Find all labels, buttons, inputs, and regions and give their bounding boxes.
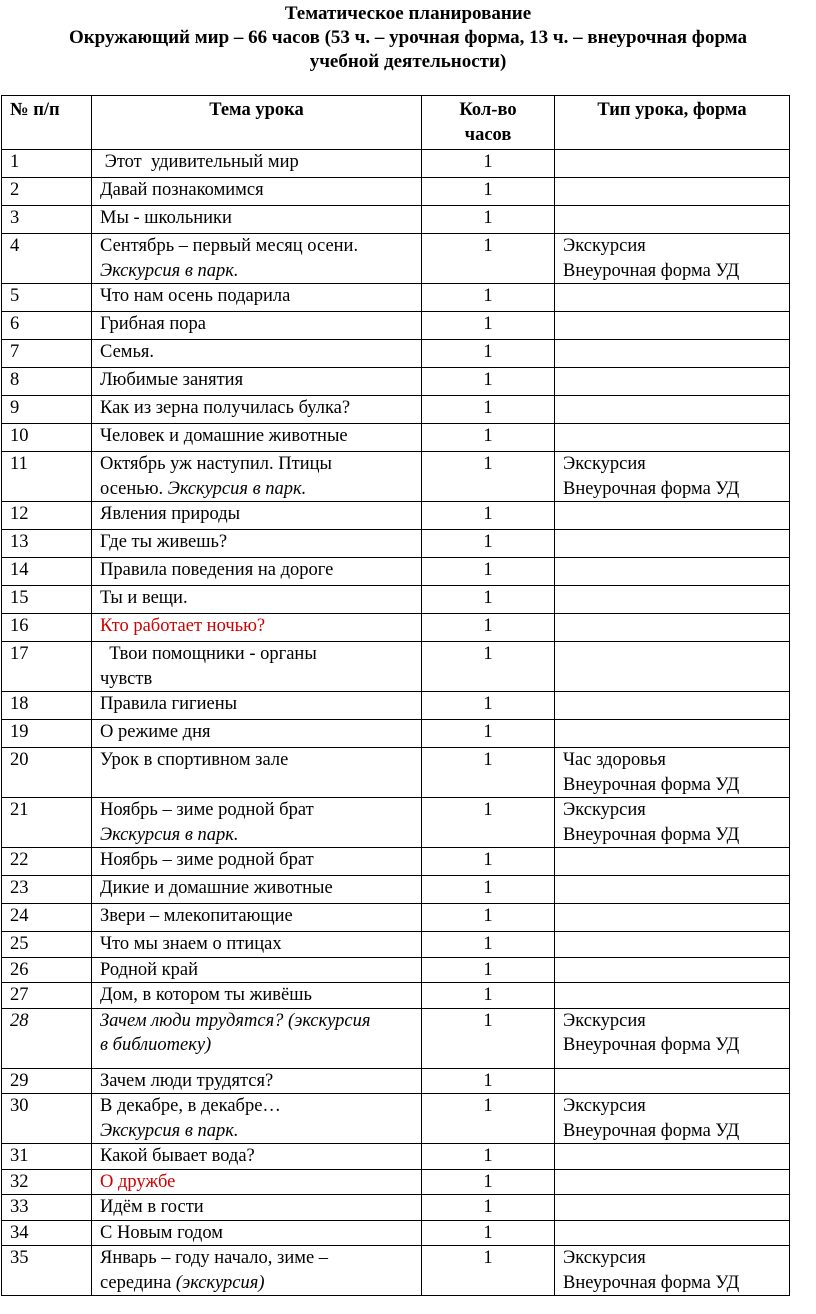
- row-topic: [92, 848, 422, 876]
- header-type: Тип урока, форма: [555, 96, 790, 150]
- row-hours: 1: [422, 848, 555, 876]
- topic-text: Дикие и домашние животные: [100, 878, 333, 898]
- row-hours: 1: [422, 368, 555, 396]
- topic-text: Явления природы: [100, 504, 241, 524]
- row-type: [555, 312, 790, 340]
- row-hours: 1: [422, 692, 555, 720]
- topic-text: О режиме дня: [100, 722, 211, 742]
- row-type: [555, 876, 790, 904]
- row-topic: [92, 1144, 422, 1170]
- row-number: 13: [2, 530, 92, 558]
- type-line2: Внеурочная форма УД: [563, 260, 740, 281]
- topic-text: Ноябрь – зиме родной брат: [100, 800, 314, 820]
- header-hours-line1: Кол-во: [459, 100, 517, 120]
- title-line-3: учебной деятельности): [309, 51, 507, 72]
- row-topic: [92, 558, 422, 586]
- topic-italic: Зачем люди трудятся? (экскурсия: [100, 1010, 371, 1031]
- table-row: [2, 1169, 790, 1195]
- row-number: 31: [2, 1144, 92, 1170]
- row-hours: 1: [422, 876, 555, 904]
- row-type: [555, 530, 790, 558]
- table-row: [2, 284, 790, 312]
- row-hours: 1: [422, 1094, 555, 1144]
- row-number: 27: [2, 983, 92, 1009]
- row-type: [555, 424, 790, 452]
- row-type: [555, 932, 790, 958]
- row-hours: 1: [422, 502, 555, 530]
- table-row: [2, 178, 790, 206]
- table-row: [2, 586, 790, 614]
- row-hours: 1: [422, 932, 555, 958]
- table-row: [2, 876, 790, 904]
- row-topic: [92, 150, 422, 178]
- row-topic: [92, 957, 422, 983]
- table-row: [2, 530, 790, 558]
- row-topic: [92, 340, 422, 368]
- topic-prefix: осенью.: [100, 478, 168, 499]
- row-topic: [92, 876, 422, 904]
- row-number: 17: [2, 642, 92, 692]
- row-topic: [92, 932, 422, 958]
- row-type: [555, 748, 790, 798]
- type-line1: Час здоровья: [563, 750, 666, 770]
- row-number: 10: [2, 424, 92, 452]
- table-row: [2, 1195, 790, 1221]
- topic-text: Правила гигиены: [100, 694, 238, 714]
- table-row: [2, 558, 790, 586]
- table-row: [2, 932, 790, 958]
- row-hours: 1: [422, 1169, 555, 1195]
- row-topic: [92, 904, 422, 932]
- title-line-1: Тематическое планирование: [284, 3, 532, 24]
- header-topic: Тема урока: [92, 96, 422, 150]
- row-type: [555, 1195, 790, 1221]
- row-number: 24: [2, 904, 92, 932]
- topic-text: С Новым годом: [100, 1222, 223, 1243]
- row-topic: [92, 284, 422, 312]
- type-line1: Экскурсия: [563, 236, 646, 256]
- topic-text: В декабре, в декабре…: [100, 1096, 281, 1116]
- table-row: [2, 368, 790, 396]
- row-type: [555, 396, 790, 424]
- row-number: 12: [2, 502, 92, 530]
- row-topic: [92, 530, 422, 558]
- row-type: [555, 178, 790, 206]
- row-hours: 1: [422, 312, 555, 340]
- row-number: 25: [2, 932, 92, 958]
- type-line2: Внеурочная форма УД: [563, 1035, 740, 1055]
- row-number: 7: [2, 340, 92, 368]
- row-number: 16: [2, 614, 92, 642]
- row-number: 9: [2, 396, 92, 424]
- table-row: [2, 424, 790, 452]
- lesson-plan-table: [1, 95, 790, 1296]
- row-type: [555, 798, 790, 848]
- row-topic: [92, 1094, 422, 1144]
- row-type: [555, 150, 790, 178]
- topic-italic: Экскурсия в парк.: [100, 260, 239, 281]
- topic-italic-line2: в библиотеку): [100, 1035, 212, 1055]
- row-topic: [92, 1195, 422, 1221]
- row-number: 22: [2, 848, 92, 876]
- row-hours: 1: [422, 1068, 555, 1094]
- topic-text: Что нам осень подарила: [100, 286, 291, 306]
- row-topic: [92, 1068, 422, 1094]
- topic-text: Сентябрь – первый месяц осени.: [100, 236, 359, 256]
- row-topic: [92, 502, 422, 530]
- row-topic: [92, 1246, 422, 1296]
- table-row: [2, 983, 790, 1009]
- row-number: 2: [2, 178, 92, 206]
- topic-text: Январь – году начало, зиме –: [100, 1248, 329, 1268]
- table-row: [2, 396, 790, 424]
- row-type: [555, 284, 790, 312]
- row-number: 18: [2, 692, 92, 720]
- type-line2: Внеурочная форма УД: [563, 774, 740, 795]
- row-hours: 1: [422, 748, 555, 798]
- row-number: 14: [2, 558, 92, 586]
- topic-text: Человек и домашние животные: [100, 426, 348, 446]
- type-line2: Внеурочная форма УД: [563, 1120, 740, 1141]
- row-type: [555, 1068, 790, 1094]
- table-row: [2, 798, 790, 848]
- row-hours: 1: [422, 904, 555, 932]
- topic-text: Ты и вещи.: [100, 588, 188, 608]
- row-type: [555, 1169, 790, 1195]
- type-line2: Внеурочная форма УД: [563, 824, 740, 845]
- topic-text: Этот удивительный мир: [100, 152, 299, 172]
- row-type: [555, 614, 790, 642]
- row-type: [555, 1008, 790, 1068]
- topic-text: Какой бывает вода?: [100, 1146, 255, 1166]
- row-type: [555, 368, 790, 396]
- row-hours: 1: [422, 586, 555, 614]
- row-type: [555, 983, 790, 1009]
- row-hours: 1: [422, 1008, 555, 1068]
- row-topic: [92, 206, 422, 234]
- row-type: [555, 206, 790, 234]
- table-body: [2, 150, 790, 1296]
- topic-italic: Экскурсия в парк.: [100, 824, 239, 845]
- topic-text: Мы - школьники: [100, 208, 232, 228]
- type-line2: Внеурочная форма УД: [563, 478, 740, 499]
- row-type: [555, 234, 790, 284]
- topic-text: Семья.: [100, 342, 155, 362]
- row-hours: 1: [422, 957, 555, 983]
- table-row: [2, 957, 790, 983]
- topic-italic: (экскурсия): [175, 1272, 265, 1293]
- title-line-2: Окружающий мир – 66 часов (53 ч. – урочная форма, 13 ч. – внеурочная форма: [68, 27, 748, 48]
- header-num: № п/п: [2, 96, 92, 150]
- topic-italic: Экскурсия в парк.: [100, 1120, 239, 1141]
- row-topic: [92, 1169, 422, 1195]
- row-number: 29: [2, 1068, 92, 1094]
- row-type: [555, 340, 790, 368]
- topic-text: Ноябрь – зиме родной брат: [100, 850, 314, 870]
- row-number: 34: [2, 1220, 92, 1246]
- row-hours: 1: [422, 150, 555, 178]
- type-line1: Экскурсия: [563, 454, 646, 474]
- row-number: 21: [2, 798, 92, 848]
- table-row: [2, 1068, 790, 1094]
- row-topic: [92, 234, 422, 284]
- topic-text: Зачем люди трудятся?: [100, 1070, 274, 1091]
- table-row: [2, 1246, 790, 1296]
- topic-text-line2: чувств: [100, 668, 153, 689]
- topic-text: Родной край: [100, 959, 198, 980]
- row-topic: [92, 614, 422, 642]
- row-number: 8: [2, 368, 92, 396]
- row-hours: 1: [422, 1195, 555, 1221]
- row-hours: 1: [422, 396, 555, 424]
- table-row: [2, 1220, 790, 1246]
- table-row: [2, 452, 790, 502]
- row-hours: 1: [422, 424, 555, 452]
- table-row: [2, 848, 790, 876]
- row-number: 32: [2, 1169, 92, 1195]
- row-hours: 1: [422, 1246, 555, 1296]
- document-title: [0, 2, 816, 74]
- type-line1: Экскурсия: [563, 800, 646, 820]
- row-hours: 1: [422, 558, 555, 586]
- table-row: [2, 206, 790, 234]
- row-hours: 1: [422, 720, 555, 748]
- header-hours-line2: часов: [464, 124, 512, 145]
- row-number: 4: [2, 234, 92, 284]
- row-topic: [92, 424, 422, 452]
- topic-text: Урок в спортивном зале: [100, 750, 289, 770]
- row-hours: 1: [422, 452, 555, 502]
- row-topic: [92, 642, 422, 692]
- table-row: [2, 904, 790, 932]
- topic-text: О дружбе: [100, 1171, 176, 1192]
- row-number: 30: [2, 1094, 92, 1144]
- row-hours: 1: [422, 530, 555, 558]
- topic-italic: Экскурсия в парк.: [167, 478, 307, 499]
- row-type: [555, 642, 790, 692]
- table-row: [2, 150, 790, 178]
- row-topic: [92, 312, 422, 340]
- topic-text: Твои помощники - органы: [100, 644, 317, 664]
- table-row: [2, 502, 790, 530]
- topic-text: Любимые занятия: [100, 370, 244, 390]
- row-number: 11: [2, 452, 92, 502]
- type-line1: Экскурсия: [563, 1248, 646, 1268]
- topic-prefix: середина: [100, 1272, 176, 1293]
- table-row: [2, 720, 790, 748]
- row-topic: [92, 720, 422, 748]
- row-hours: 1: [422, 798, 555, 848]
- row-number: 35: [2, 1246, 92, 1296]
- row-hours: 1: [422, 284, 555, 312]
- row-number: 6: [2, 312, 92, 340]
- topic-text: Кто работает ночью?: [100, 616, 266, 636]
- row-type: [555, 452, 790, 502]
- topic-text: Как из зерна получилась булка?: [100, 398, 351, 418]
- row-number: 23: [2, 876, 92, 904]
- table-row: [2, 234, 790, 284]
- table-row: [2, 614, 790, 642]
- topic-text: Грибная пора: [100, 314, 206, 334]
- row-topic: [92, 452, 422, 502]
- row-topic: [92, 586, 422, 614]
- row-number: 33: [2, 1195, 92, 1221]
- row-hours: 1: [422, 234, 555, 284]
- topic-text: Дом, в котором ты живёшь: [100, 985, 312, 1005]
- row-topic: [92, 178, 422, 206]
- row-topic: [92, 692, 422, 720]
- row-type: [555, 1094, 790, 1144]
- row-type: [555, 558, 790, 586]
- row-topic: [92, 396, 422, 424]
- row-number: 26: [2, 957, 92, 983]
- row-hours: 1: [422, 642, 555, 692]
- row-type: [555, 848, 790, 876]
- row-type: [555, 720, 790, 748]
- topic-text: Октябрь уж наступил. Птицы: [100, 454, 332, 474]
- row-type: [555, 692, 790, 720]
- row-topic: [92, 983, 422, 1009]
- table-row: [2, 312, 790, 340]
- table-row: [2, 748, 790, 798]
- row-number: 20: [2, 748, 92, 798]
- type-line1: Экскурсия: [563, 1010, 646, 1031]
- row-topic: [92, 368, 422, 396]
- row-type: [555, 502, 790, 530]
- row-type: [555, 1220, 790, 1246]
- topic-text: Идём в гости: [100, 1197, 204, 1217]
- type-line2: Внеурочная форма УД: [563, 1272, 740, 1293]
- table-row: [2, 1008, 790, 1068]
- row-number: 3: [2, 206, 92, 234]
- row-hours: 1: [422, 1144, 555, 1170]
- row-topic: [92, 1220, 422, 1246]
- table-row: [2, 642, 790, 692]
- header-hours: [422, 96, 555, 150]
- topic-text: Что мы знаем о птицах: [100, 934, 282, 954]
- type-line1: Экскурсия: [563, 1096, 646, 1116]
- row-hours: 1: [422, 206, 555, 234]
- row-number: 15: [2, 586, 92, 614]
- table-row: [2, 692, 790, 720]
- topic-text: Давай познакомимся: [100, 180, 264, 200]
- row-hours: 1: [422, 178, 555, 206]
- row-number: 1: [2, 150, 92, 178]
- row-hours: 1: [422, 983, 555, 1009]
- topic-text: Звери – млекопитающие: [100, 906, 293, 926]
- row-topic: [92, 798, 422, 848]
- row-hours: 1: [422, 340, 555, 368]
- row-type: [555, 957, 790, 983]
- row-topic: [92, 748, 422, 798]
- table-header-row: [2, 96, 790, 150]
- row-number: 5: [2, 284, 92, 312]
- row-type: [555, 904, 790, 932]
- row-number: 19: [2, 720, 92, 748]
- topic-text: Правила поведения на дороге: [100, 560, 334, 580]
- row-type: [555, 1246, 790, 1296]
- table-row: [2, 1094, 790, 1144]
- row-topic: [92, 1008, 422, 1068]
- row-number: 28: [2, 1008, 92, 1068]
- topic-text: Где ты живешь?: [100, 532, 228, 552]
- table-row: [2, 1144, 790, 1170]
- row-type: [555, 586, 790, 614]
- row-hours: 1: [422, 1220, 555, 1246]
- row-hours: 1: [422, 614, 555, 642]
- table-row: [2, 340, 790, 368]
- row-type: [555, 1144, 790, 1170]
